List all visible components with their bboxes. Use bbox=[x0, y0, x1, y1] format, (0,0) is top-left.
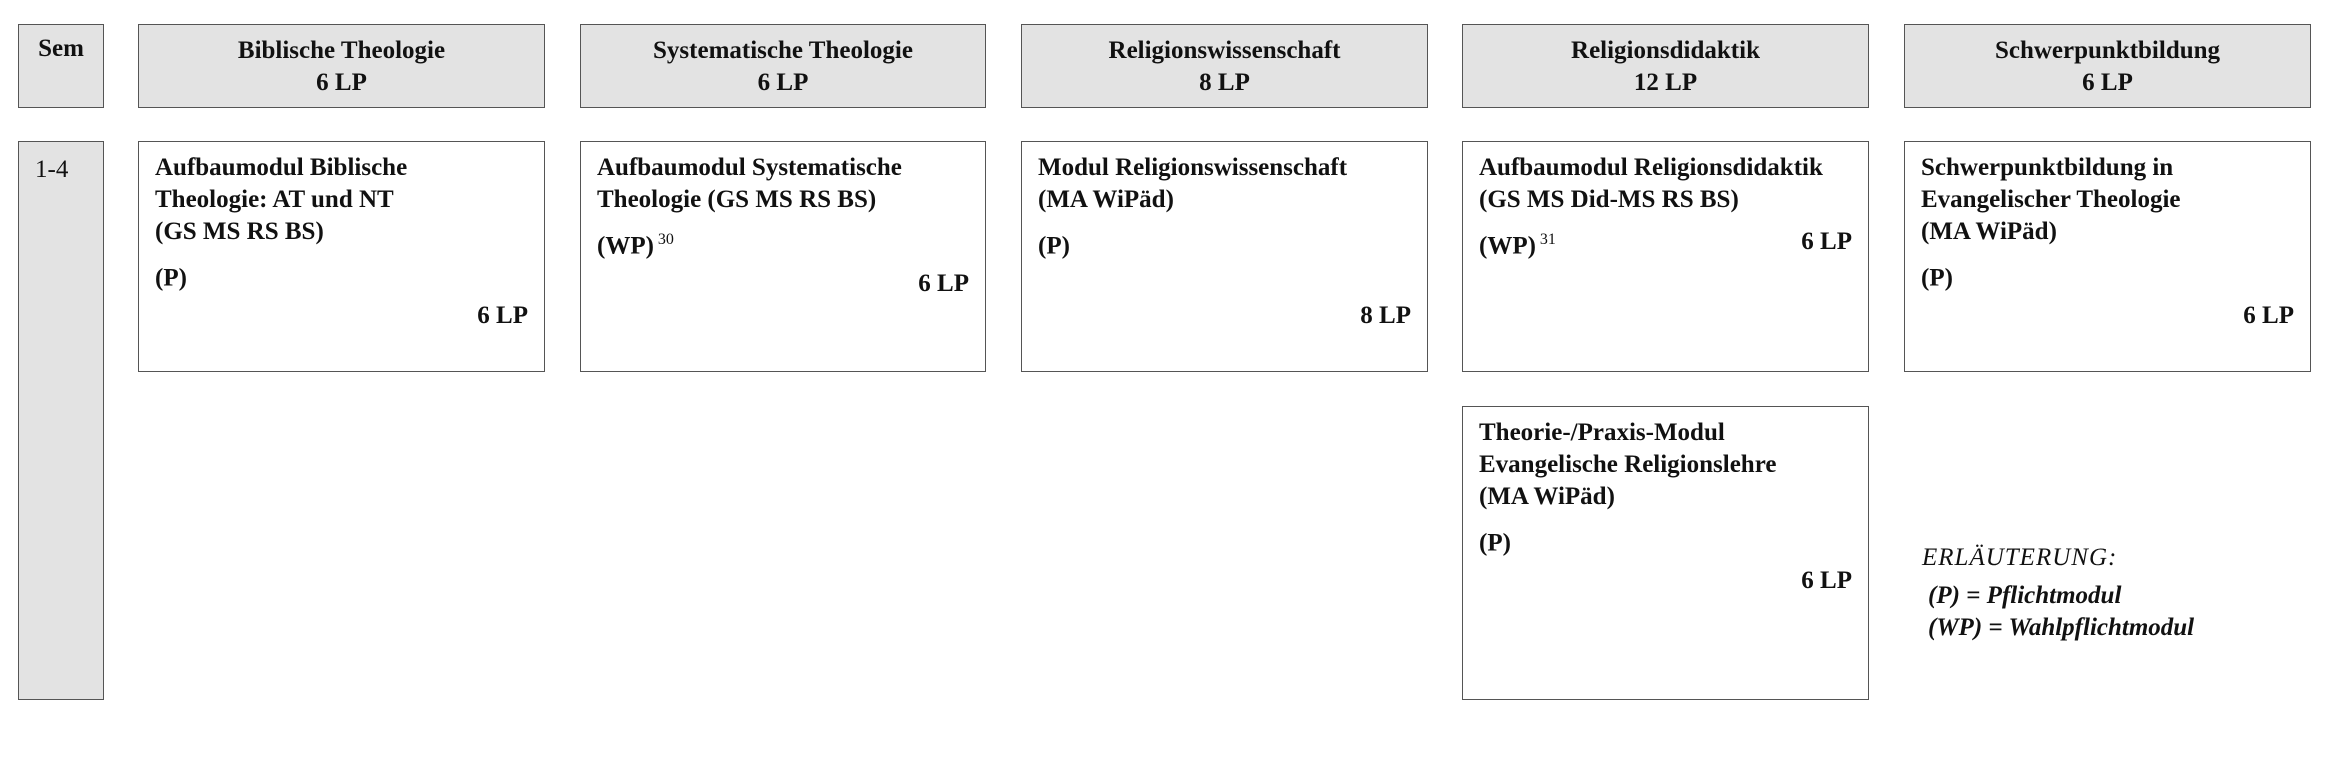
column-header-lp: 6 LP bbox=[2082, 69, 2133, 96]
module-box-systematische-theologie bbox=[580, 141, 986, 372]
column-header-systematische-theologie bbox=[580, 24, 986, 108]
module-title: Schwerpunktbildung in Evangelischer Theologie (MA WiPäd) bbox=[1921, 154, 2181, 245]
semester-header-label: Sem bbox=[38, 35, 84, 62]
column-header-lp: 6 LP bbox=[757, 69, 809, 96]
module-status: (P) bbox=[155, 264, 187, 292]
module-lp: 6 LP bbox=[918, 270, 969, 297]
module-status: (P) bbox=[1479, 529, 1511, 557]
column-header-lp: 8 LP bbox=[1199, 69, 1250, 96]
module-status: (WP) $^{30}$ bbox=[597, 231, 674, 260]
module-title: Aufbaumodul Systematische Theologie (GS MS RS BS) bbox=[597, 154, 902, 213]
semester-range-cell bbox=[18, 141, 104, 700]
semester-header bbox=[18, 24, 104, 108]
module-box-religionswissenschaft bbox=[1021, 141, 1428, 372]
module-box-biblische-theologie bbox=[138, 141, 545, 372]
module-lp: 6 LP bbox=[477, 302, 528, 329]
column-header-lp: 6 LP bbox=[316, 69, 367, 96]
column-header-biblische-theologie bbox=[138, 24, 545, 108]
column-header-religionsdidaktik bbox=[1462, 24, 1869, 108]
module-title: Aufbaumodul Biblische Theologie: AT und NT (GS MS RS BS) bbox=[155, 154, 408, 245]
module-status: (P) bbox=[1038, 232, 1070, 260]
module-status: (WP) $^{31}$ bbox=[1479, 231, 1556, 260]
footnote-marker: 31 bbox=[1539, 231, 1556, 248]
column-header-title: Systematische Theologie bbox=[653, 37, 913, 64]
module-lp: 8 LP bbox=[1360, 302, 1411, 329]
column-header-religionswissenschaft bbox=[1021, 24, 1428, 108]
module-box-theorie-praxis bbox=[1462, 406, 1869, 700]
column-header-title: Schwerpunktbildung bbox=[1994, 37, 2221, 64]
column-header-title: Biblische Theologie bbox=[237, 37, 446, 64]
footnote-marker: 30 bbox=[657, 231, 674, 248]
module-lp: 6 LP bbox=[1801, 567, 1852, 594]
legend bbox=[1922, 542, 2194, 644]
module-title: Modul Religionswissenschaft (MA WiPäd) bbox=[1038, 154, 1348, 213]
legend-item-pflichtmodul: (P) = Pflichtmodul bbox=[1928, 582, 2122, 609]
module-box-aufbaumodul-religionsdidaktik bbox=[1462, 141, 1869, 372]
semester-range-label: 1-4 bbox=[35, 156, 69, 183]
column-header-lp: 12 LP bbox=[1633, 69, 1698, 96]
legend-title: ERLÄUTERUNG: bbox=[1922, 544, 2118, 571]
legend-item-wahlpflichtmodul: (WP) = Wahlpflichtmodul bbox=[1928, 614, 2195, 641]
module-status: (P) bbox=[1921, 264, 1953, 292]
module-box-schwerpunktbildung bbox=[1904, 141, 2311, 372]
module-lp: 6 LP bbox=[1801, 228, 1852, 255]
column-header-title: Religionswissenschaft bbox=[1108, 37, 1341, 64]
module-title: Aufbaumodul Religionsdidaktik (GS MS Did-MS RS BS) bbox=[1479, 154, 1823, 213]
module-lp: 6 LP bbox=[2243, 302, 2294, 329]
column-header-title: Religionsdidaktik bbox=[1571, 37, 1760, 64]
module-title: Theorie-/Praxis-Modul Evangelische Religionslehre (MA WiPäd) bbox=[1479, 419, 1777, 510]
column-header-schwerpunktbildung bbox=[1904, 24, 2311, 108]
